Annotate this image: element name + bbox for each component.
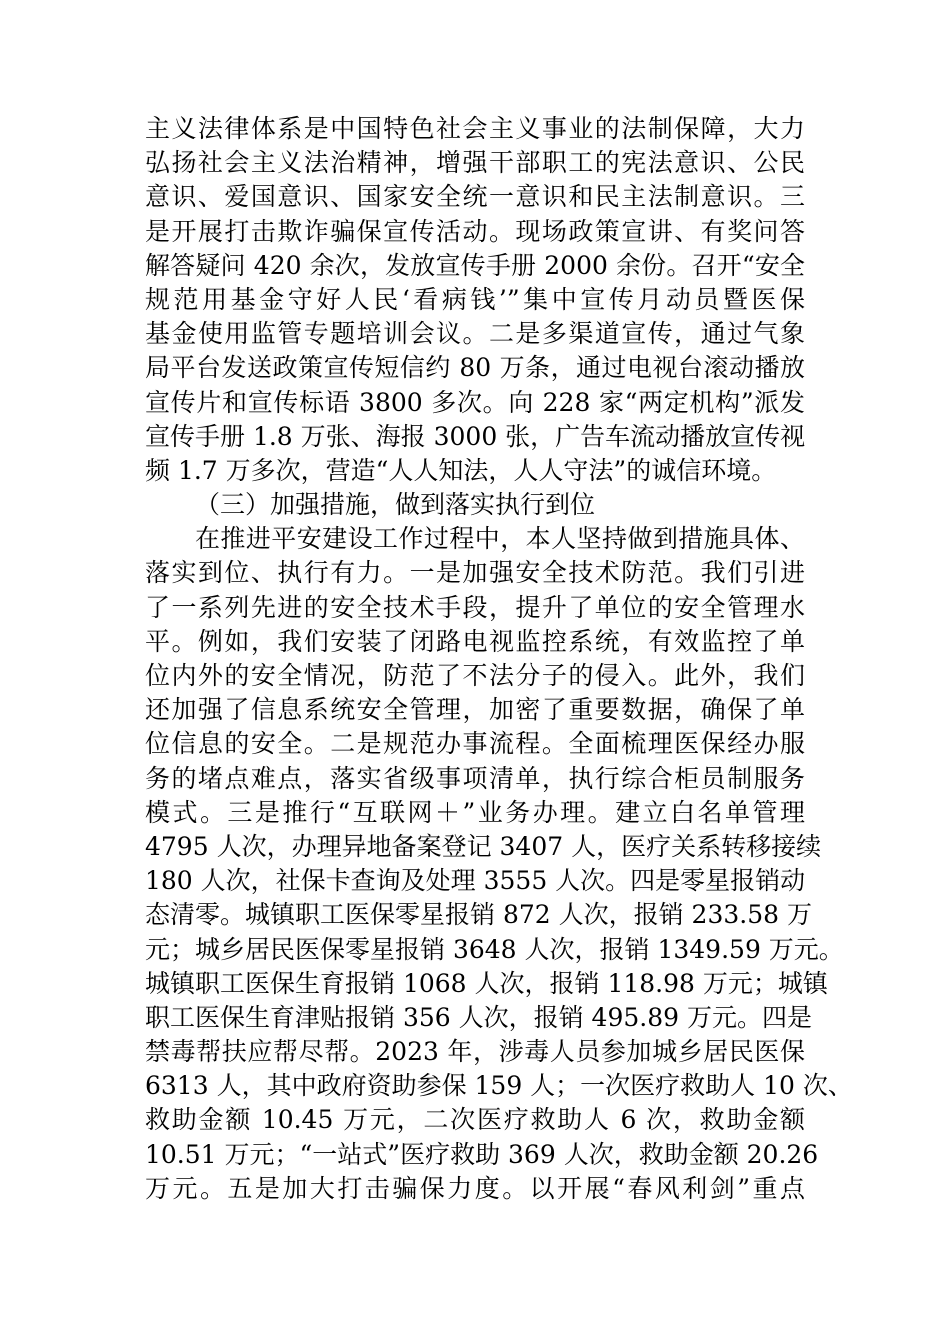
text-line: 意识、爱国意识、国家安全统一意识和民主法制意识。三: [145, 182, 805, 212]
text-line: 4795 人次，办理异地备案登记 3407 人，医疗关系转移接续: [145, 831, 822, 861]
text-line: 态清零。城镇职工医保零星报销 872 人次，报销 233.58 万: [145, 900, 812, 930]
text-line: 宣传片和宣传标语 3800 多次。向 228 家“两定机构”派发: [145, 387, 805, 417]
text-line: 平。例如，我们安装了闭路电视监控系统，有效监控了单: [145, 626, 805, 656]
text-line: 位信息的安全。二是规范办事流程。全面梳理医保经办服: [145, 729, 805, 759]
text-line: 频 1.7 万多次，营造“人人知法，人人守法”的诚信环境。: [145, 455, 777, 485]
text-line: 救助金额 10.45 万元，二次医疗救助人 6 次，救助金额: [145, 1105, 805, 1135]
text-line: 6313 人，其中政府资助参保 159 人；一次医疗救助人 10 次、: [145, 1071, 853, 1101]
text-line: 规范用基金守好人民‘看病钱’”集中宣传月动员暨医保: [145, 284, 805, 314]
text-line: 是开展打击欺诈骗保宣传活动。现场政策宣讲、有奖问答: [145, 216, 805, 246]
text-line: 万元。五是加大打击骗保力度。以开展“春风利剑”重点: [145, 1173, 805, 1203]
section-heading: （三）加强措施，做到落实执行到位: [195, 490, 596, 520]
text-line: 在推进平安建设工作过程中，本人坚持做到措施具体、: [195, 524, 805, 554]
text-line: 解答疑问 420 余次，发放宣传手册 2000 余份。召开“安全: [145, 250, 805, 280]
text-line: 模式。三是推行“互联网＋”业务办理。建立白名单管理: [145, 797, 805, 827]
text-line: 基金使用监管专题培训会议。二是多渠道宣传，通过气象: [145, 319, 805, 349]
text-line: 主义法律体系是中国特色社会主义事业的法制保障，大力: [145, 114, 805, 143]
text-line: 弘扬社会主义法治精神，增强干部职工的宪法意识、公民: [145, 148, 805, 178]
text-line: 禁毒帮扶应帮尽帮。2023 年，涉毒人员参加城乡居民医保: [145, 1037, 805, 1067]
text-line: 180 人次，社保卡查询及处理 3555 人次。四是零星报销动: [145, 866, 806, 896]
text-line: 职工医保生育津贴报销 356 人次，报销 495.89 万元。四是: [145, 1002, 812, 1032]
text-line: 位内外的安全情况，防范了不法分子的侵入。此外，我们: [145, 661, 805, 690]
document-body: [145, 112, 853, 1206]
text-line: 元；城乡居民医保零星报销 3648 人次，报销 1349.59 万元。: [145, 934, 844, 964]
text-line: 了一系列先进的安全技术手段，提升了单位的安全管理水: [145, 592, 805, 622]
text-line: 务的堵点难点，落实省级事项清单，执行综合柜员制服务: [145, 763, 805, 793]
text-line: 落实到位、执行有力。一是加强安全技术防范。我们引进: [145, 558, 805, 588]
text-line: 10.51 万元；“一站式”医疗救助 369 人次，救助金额 20.26: [145, 1139, 819, 1169]
text-line: 还加强了信息系统安全管理，加密了重要数据，确保了单: [145, 695, 805, 725]
text-line: 局平台发送政策宣传短信约 80 万条，通过电视台滚动播放: [145, 353, 805, 383]
text-line: 城镇职工医保生育报销 1068 人次，报销 118.98 万元；城镇: [145, 968, 828, 998]
text-line: 宣传手册 1.8 万张、海报 3000 张，广告车流动播放宣传视: [145, 421, 806, 451]
